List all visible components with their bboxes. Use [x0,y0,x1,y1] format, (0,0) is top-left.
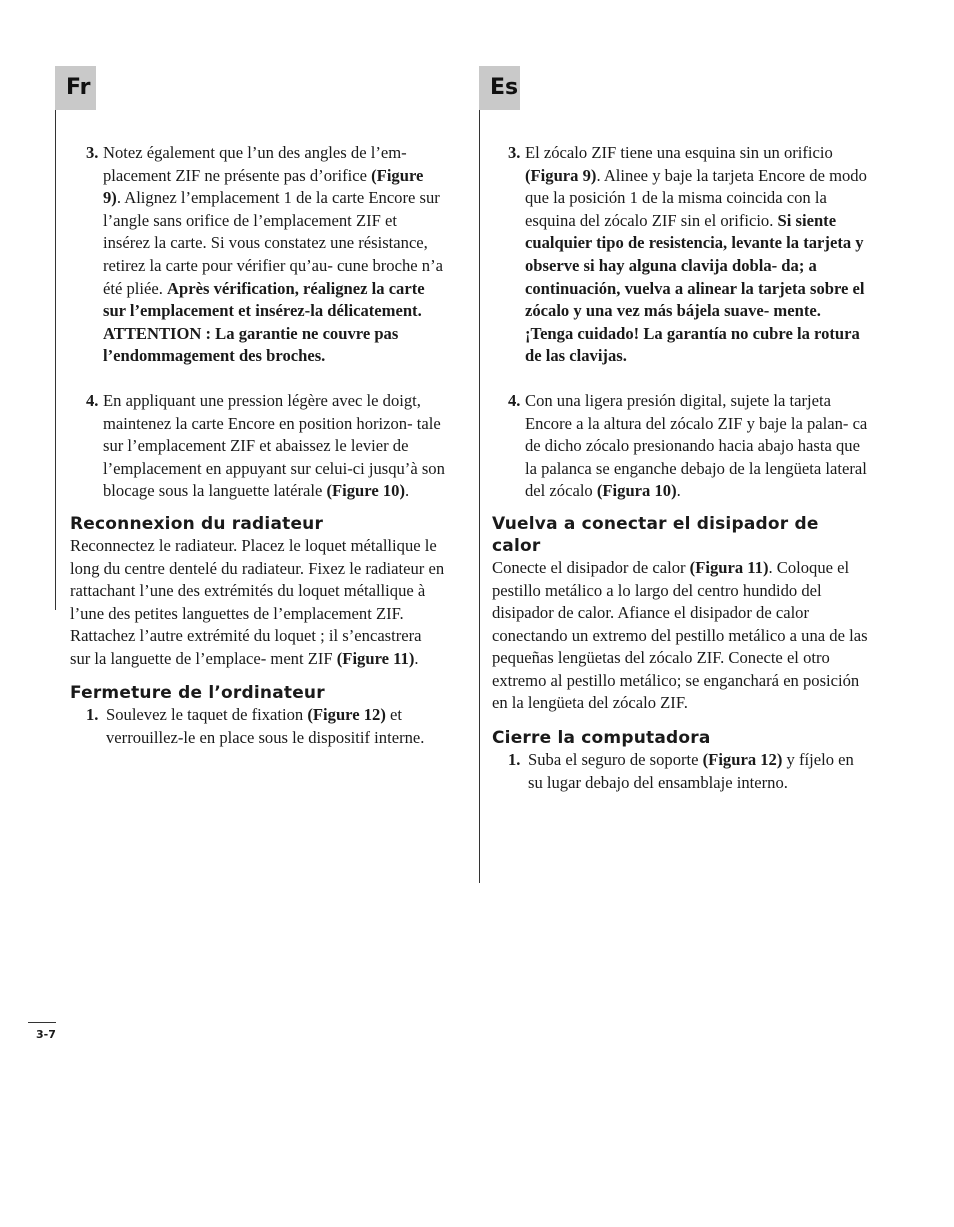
figure-reference: (Figura 11) [689,557,769,577]
step-number: 4. [86,390,99,410]
figure-reference: (Figure 10) [326,481,405,501]
column-rule-es [479,110,480,883]
figure-reference: (Figure 11) [336,648,415,668]
step-number: 1. [86,705,99,725]
step-number: 3. [86,143,99,162]
folio-rule [28,1022,56,1023]
column-rule-fr [55,110,56,610]
fr-step-1: 1. Soulevez le taquet de fixation (Figure 12) et verrouillez-le en place sous le dispositif interne. [86,705,425,748]
language-tab-fr: Fr [55,66,96,110]
language-tab-es: Es [479,66,520,110]
figure-reference: (Figura 12) [702,750,783,770]
figure-reference: (Figure 9) [103,165,424,208]
figure-reference: (Figura 9) [525,165,597,185]
es-step-1: 1. Suba el seguro de soporte (Figura 12) y fíjelo en su lugar debajo del ensamblaje interno. [508,750,854,792]
step-number: 4. [508,390,521,410]
fr-step-4: 4. En appliquant une pression légère avec le doigt, maintenez la carte Encore en position horizon- tale sur l’emplacement ZIF et abaissez le levier de l’emplacement en appuyant sur celui-ci jusqu’à son blocage sous la languette latérale (Figure 10). [86,390,445,501]
section-heading: Fermeture de l’ordinateur [70,683,325,704]
fr-step-3: 3. Notez également que l’un des angles de l’em- placement ZIF ne présente pas d’orifice (Figure 9). Alignez l’emplacement 1 de la carte Encore sur l’angle sans orifice de l’emplacement ZIF et insérez la carte. Si vous constatez une résistance, retirez la carte pour vérifier qu’au- cune broche n’a été pliée. Après vérification, réalignez la carte sur l’emplacement et insérez-la délicatement. ATTENTION : La garantie ne couvre pas l’endommagement des broches. [86,143,443,366]
figure-reference: (Figure 12) [307,705,386,725]
es-step-3: 3. El zócalo ZIF tiene una esquina sin un orificio (Figura 9). Alinee y baje la tarjeta Encore de modo que la posición 1 de la misma coincida con la esquina del zócalo ZIF sin el orificio. Si siente cualquier tipo de resistencia, levante la tarjeta y observe si hay alguna clavija dobla- da; a continuación, vuelva a alinear la tarjeta sobre el zócalo y una vez más bájela suave- mente. ¡Tenga cuidado! La garantía no cubre la rotura de las clavijas. [508,143,867,366]
warning-text: Après vérification, réalignez la carte sur l’emplacement et insérez-la délicatement. ATTENTION : La garantie ne couvre pas l’endommagement des broches. [103,278,425,366]
figure-reference: (Figura 10) [596,481,677,501]
section-heading: Cierre la computadora [492,728,711,749]
page-number: 3-7 [36,1028,56,1041]
fr-paragraph-radiator: Reconnectez le radiateur. Placez le loquet métallique le long du centre dentelé du radiateur. Fixez le radiateur en rattachant l’une des extrémités du loquet métallique à l’une des petites languettes de l’emplacement ZIF. Rattachez l’autre extrémité du loquet ; il s’encastrera sur la languette de l’emplace- ment ZIF (Figure 11). [70,535,445,668]
step-number: 3. [508,143,521,162]
french-column [70,142,445,750]
step-number: 1. [508,750,521,770]
spanish-column [492,142,868,794]
warning-text: Si siente cualquier tipo de resistencia, levante la tarjeta y observe si hay alguna clavija dobla- da; a continuación, vuelva a alinear la tarjeta sobre el zócalo y una vez más bájela suave- mente. ¡Tenga cuidado! La garantía no cubre la rotura de las clavijas. [525,210,865,366]
section-heading: Vuelva a conectar el disipador de calor [492,513,819,556]
es-step-4: 4. Con una ligera presión digital, sujete la tarjeta Encore a la altura del zócalo ZIF y baje la palan- ca de dicho zócalo presionando hacia abajo hasta que la palanca se enganche debajo de la lengüeta lateral del zócalo (Figura 10). [508,390,868,501]
section-heading: Reconnexion du radiateur [70,513,324,534]
es-paragraph-heatsink: Conecte el disipador de calor (Figura 11). Coloque el pestillo metálico a lo largo del centro hundido del disipador de calor. Afiance el disipador de calor conectando un extremo del pestillo metálico a una de las pequeñas lengüetas del zócalo ZIF. Conecte el otro extremo al pestillo metálico; se enganchará en posición en la lengüeta del zócalo ZIF. [492,557,868,713]
